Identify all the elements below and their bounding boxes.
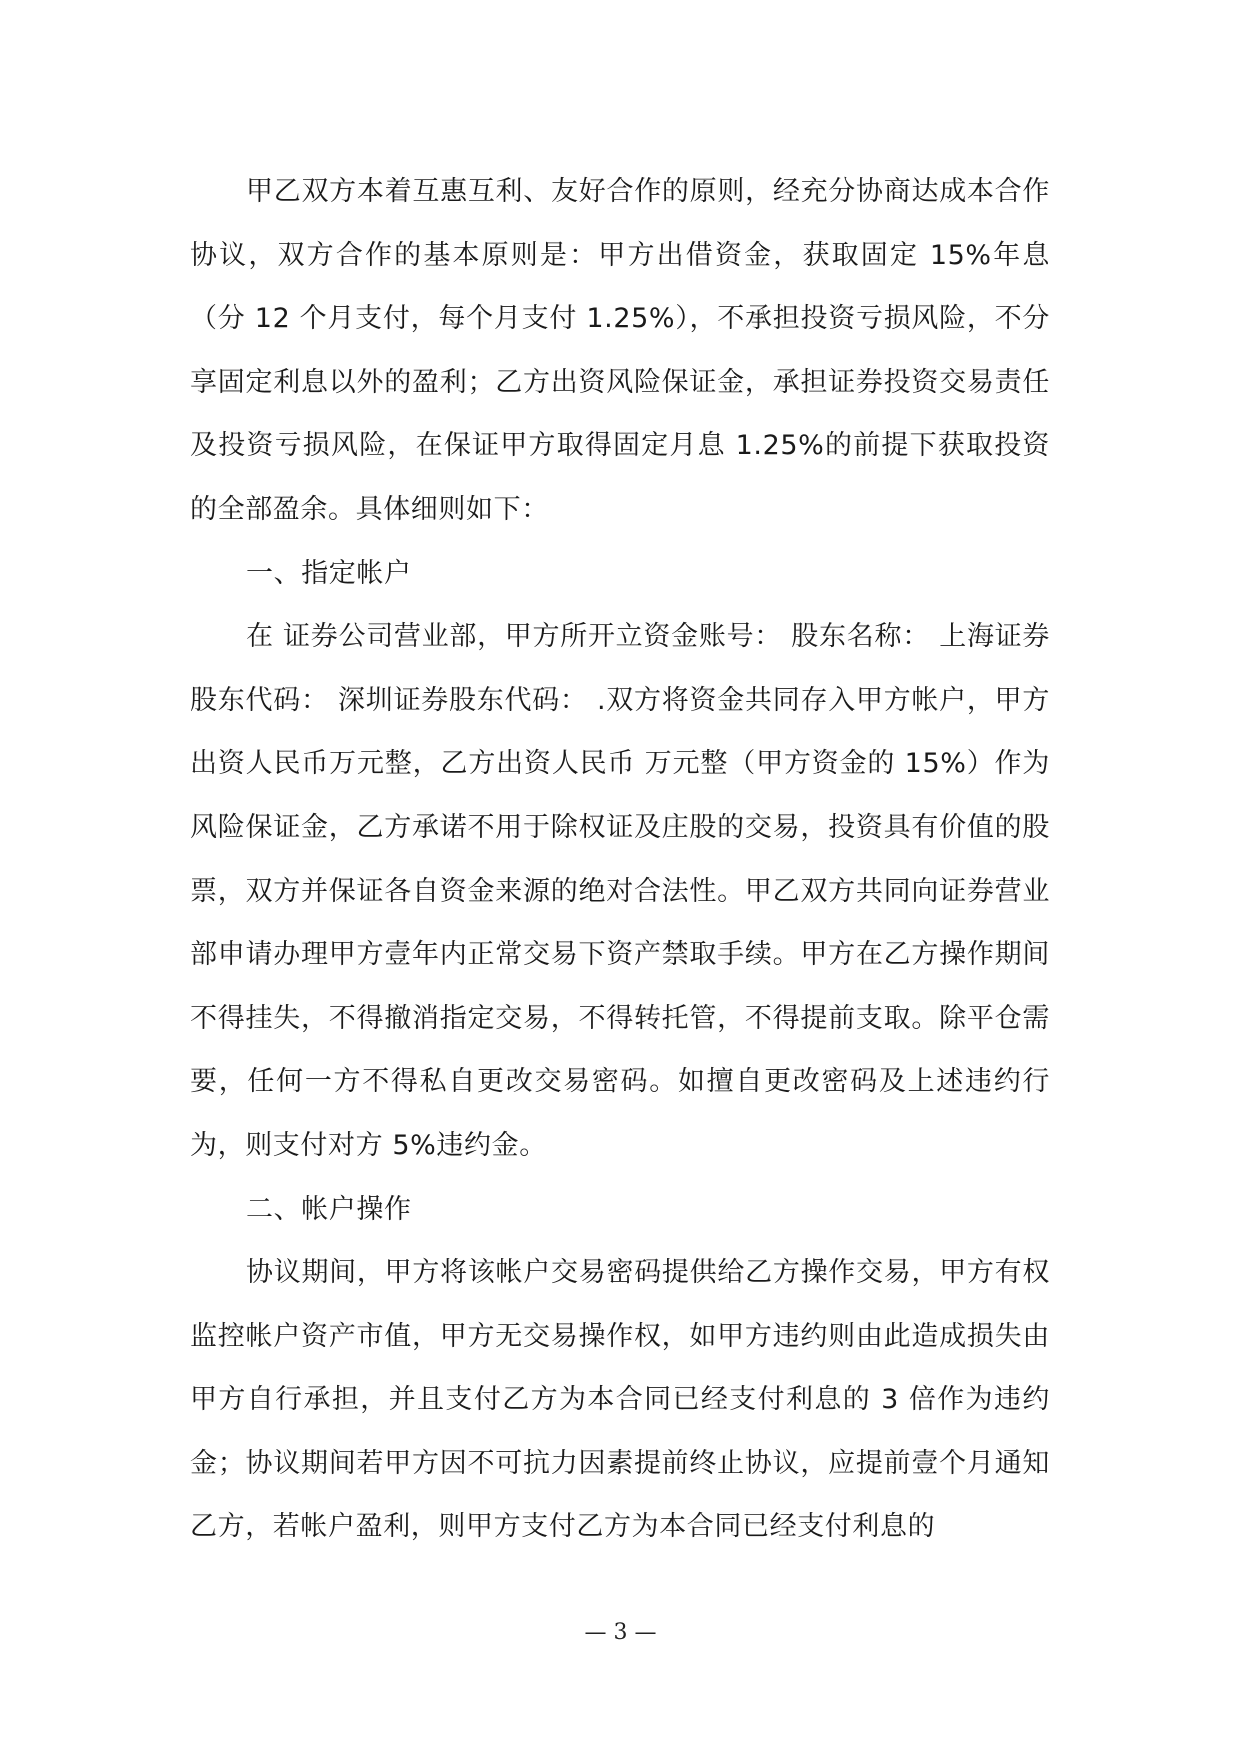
paragraph-intro: 甲乙双方本着互惠互利、友好合作的原则，经充分协商达成本合作协议，双方合作的基本原则是：甲方出借资金，获取固定 15%年息（分 12 个月支付，每个月支付 1.25%），不承担投资亏损风险，不分享固定利息以外的盈利；乙方出资风险保证金，承担证券投资交易责任及投资亏损风险，在保证甲方取得固定月息 1.25%的前提下获取投资的全部盈余。具体细则如下： [190,176,1050,525]
section-heading-account-operation: 二、帐户操作 [246,1193,412,1225]
paragraph-account-operation: 协议期间，甲方将该帐户交易密码提供给乙方操作交易，甲方有权监控帐户资产市值，甲方无交易操作权，如甲方违约则由此造成损失由甲方自行承担，并且支付乙方为本合同已经支付利息的 3 倍作为违约金；协议期间若甲方因不可抗力因素提前终止协议，应提前壹个月通知乙方，若帐户盈利，则甲方支付乙方为本合同已经支付利息的 [190,1257,1050,1543]
section-heading-designated-account: 一、指定帐户 [246,557,412,589]
page-number: — 3 — [584,1620,657,1645]
document-body [190,160,1050,1559]
paragraph-designated-account: 在 证券公司营业部，甲方所开立资金账号： 股东名称： 上海证券股东代码： 深圳证券股东代码： .双方将资金共同存入甲方帐户，甲方出资人民币万元整，乙方出资人民币 万元整（甲方资金的 15%）作为风险保证金，乙方承诺不用于除权证及庄股的交易，投资具有价值的股票，双方并保证各自资金来源的绝对合法性。甲乙双方共同向证券营业部申请办理甲方壹年内正常交易下资产禁取手续。甲方在乙方操作期间不得挂失，不得撤消指定交易，不得转托管，不得提前支取。除平仓需要，任何一方不得私自更改交易密码。如擅自更改密码及上述违约行为，则支付对方 5%违约金。 [190,621,1050,1161]
